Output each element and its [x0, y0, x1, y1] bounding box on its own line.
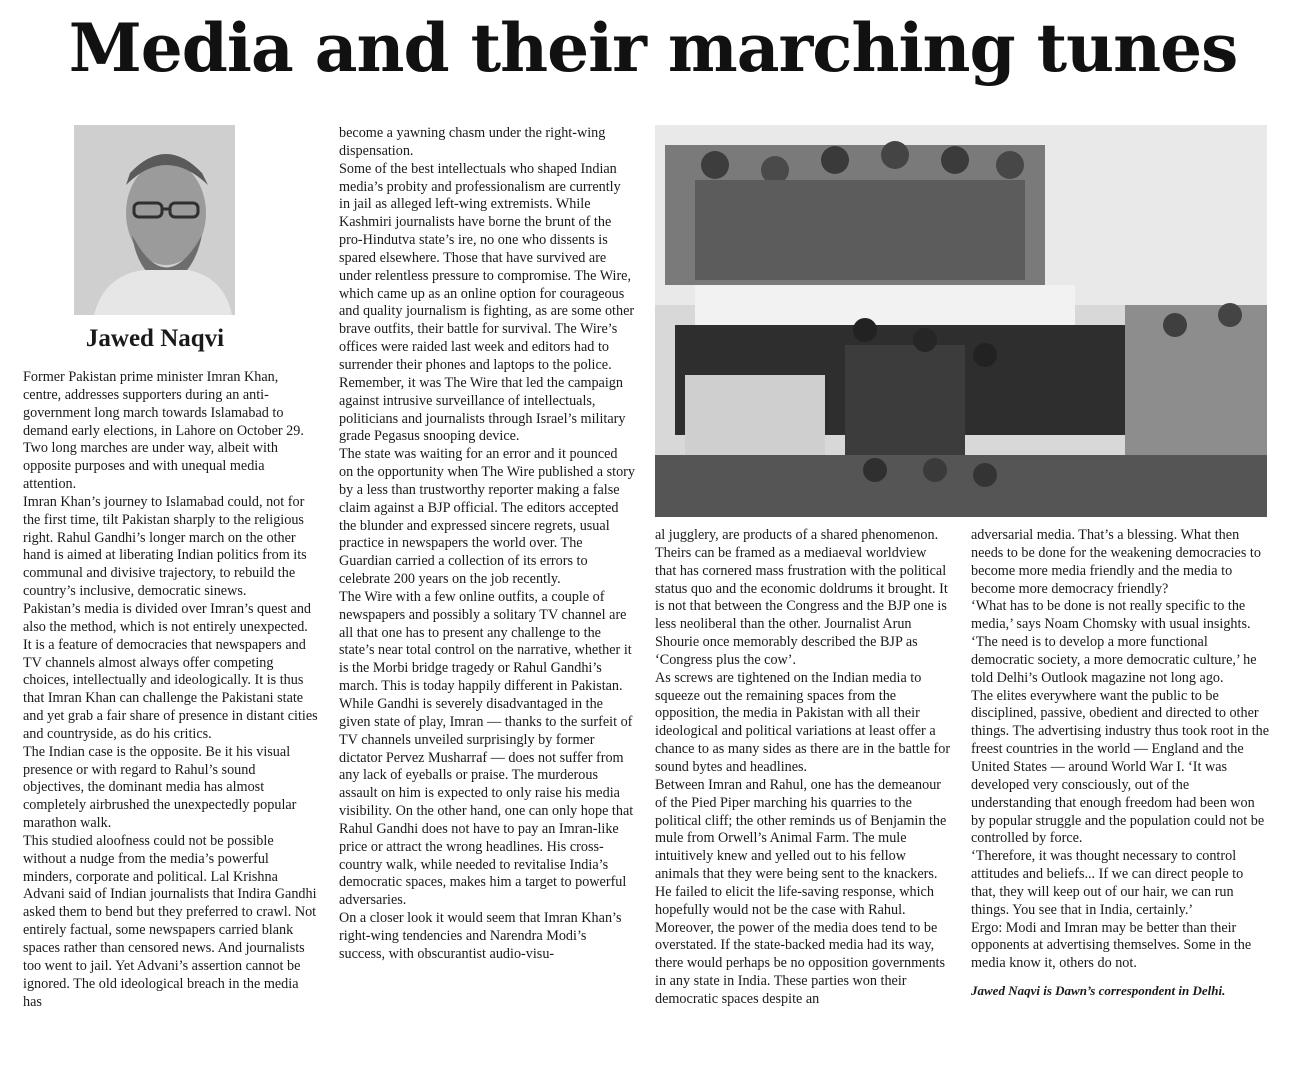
author-photo [74, 125, 235, 315]
paragraph: The elites everywhere want the public to be disciplined, passive, obedient and directed to other things. The advertising industry thus took root in the freest countries in the world — England and the United States — around World War I. ‘It was developed very consciously, out of the understanding that enough freedom had been won by popular struggle and the population could not be controlled by force. [971, 687, 1270, 847]
paragraph: As screws are tightened on the Indian media to squeeze out the remaining spaces from the opposition, the media in Pakistan with all their ideological and political variations at least offer a chance to as many sides as there are in the battle for sound bytes and headlines. [655, 669, 951, 775]
paragraph: While Gandhi is severely disadvantaged in the given state of play, Imran — thanks to the surfeit of TV channels unveiled surprisingly by former dictator Pervez Musharraf — does not suffer from any lack of eyeballs or praise. The murderous assault on him is expected to only raise his media visibility. On the other hand, one can only hope that Rahul Gandhi does not have to pay an Imran-like price or attract the wrong headlines. His cross-country walk, while needed to revitalise India’s democratic spaces, makes him a target to powerful adversaries. [339, 696, 634, 909]
paragraph: Some of the best intellectuals who shaped Indian media’s probity and professionalism are currently in jail as alleged left-wing extremists. While Kashmiri journalists have borne the brunt of the pro-Hindutva state’s ire, no one who dissents is spared elsewhere. Those that have survived are under relentless pressure to compromise. The Wire, which came up as an online option for courageous and quality journalism is fighting, as are some other brave outfits, their battle for survival. The Wire’s offices were raided last week and editors had to surrender their phones and laptops to the police. Remember, it was The Wire that led the campaign against intrusive surveillance of intellectuals, politicians and journalists through Israel’s military grade Pegasus snooping device. [339, 160, 635, 445]
paragraph: Imran Khan’s journey to Islamabad could, not for the first time, tilt Pakistan sharply to the religious right. Rahul Gandhi’s longer march on the other hand is aimed at liberating Indian politics from its communal and divisive trajectory, to rebuild the country’s inclusive, democratic sinews. [23, 493, 307, 600]
paragraph: ‘Therefore, it was thought necessary to control attitudes and beliefs... If we can direct people to that, they will keep out of our hair, we can run things. You see that in India, certainly.’ [971, 848, 1244, 918]
headline: Media and their marching tunes [68, 9, 1238, 87]
paragraph: The Wire with a few online outfits, a couple of newspapers and possibly a solitary TV channel are all that one has to present any challenge to the state’s near total control on the narrative, whether it is the Morbi bridge tragedy or Rahul Gandhi’s march. This is today happily different in Pakistan. [339, 588, 632, 695]
paragraph: On a closer look it would seem that Imran Khan’s right-wing tendencies and Narendra Modi’s success, with obscurantist audio-visu- [339, 910, 622, 962]
paragraph: become a yawning chasm under the right-wing dispensation. [339, 125, 606, 159]
paragraph: adversarial media. That’s a blessing. What then needs to be done for the weakening democracies to become more media friendly and the media to become more democracy friendly? [971, 527, 1261, 597]
column-2 [339, 125, 635, 964]
news-photo [655, 125, 1267, 517]
author-byline: Jawed Naqvi is Dawn’s correspondent in Delhi. [971, 983, 1226, 999]
column-4 [971, 527, 1271, 1000]
rally-crowd-photo-icon [655, 125, 1267, 517]
column-3 [655, 527, 951, 1009]
paragraph: al jugglery, are products of a shared phenomenon. Theirs can be framed as a mediaeval worldview that has cornered mass frustration with the political status quo and the economic doldrums it brought. It is not that between the Congress and the BJP one is less neoliberal than the other. Journalist Arun Shourie once memorably described the BJP as ‘Congress plus the cow’. [655, 527, 948, 668]
paragraph: Between Imran and Rahul, one has the demeanour of the Pied Piper marching his quarries to the political cliff; the other reminds us of Benjamin the mule from Orwell’s Animal Farm. The mule intuitively knew and yelled out to his fellow animals that they were being sent to the knackers. He failed to elicit the life-saving response, which hopefully would not be the case with Rahul. Moreover, the power of the media does tend to be overstated. If the state-backed media had its way, there would perhaps be no opposition governments in any state in India. These parties won their democratic spaces despite an [655, 776, 947, 1007]
paragraph: Ergo: Modi and Imran may be better than their opponents at advertising themselves. Some in the media know it, others do not. [971, 919, 1252, 972]
paragraph: The Indian case is the opposite. Be it his visual presence or with regard to Rahul’s sound objectives, the dominant media has almost completely airbrushed the unexpectedly popular marathon walk. [23, 743, 297, 832]
author-name: Jawed Naqvi [85, 325, 225, 352]
paragraph: The state was waiting for an error and it pounced on the opportunity when The Wire published a story by a less than trustworthy reporter making a false claim against a BJP official. The editors accepted the blunder and expressed sincere regrets, usual practice in newspapers the world over. The Guardian carried a collection of its errors to celebrate 200 years on the job recently. [339, 446, 636, 588]
paragraph: Two long marches are under way, albeit with opposite purposes and with unequal media attention. [23, 440, 278, 493]
photo-caption: Former Pakistan prime minister Imran Khan, centre, addresses supporters during an anti-government long march towards Islamabad to demand early elections, in Lahore on October 29. [23, 369, 304, 439]
column-1 [23, 369, 319, 1011]
paragraph: ‘What has to be done is not really specific to the media,’ says Noam Chomsky with usual insights. ‘The need is to develop a more functional democratic society, a more democratic culture,’ he told Delhi’s Outlook magazine not long ago. [971, 598, 1257, 686]
author-portrait-icon [74, 125, 235, 315]
paragraph: This studied aloofness could not be possible without a nudge from the media’s powerful minders, corporate and political. Lal Krishna Advani said of Indian journalists that Indira Gandhi asked them to bend but they preferred to crawl. Not entirely factual, some newspapers carried blank spaces rather than censored news. And journalists too went to jail. Yet Advani’s assertion cannot be ignored. The old ideological breach in the media has [23, 832, 317, 1010]
paragraph: Pakistan’s media is divided over Imran’s quest and also the method, which is not entirely unexpected. It is a feature of democracies that newspapers and TV channels almost always offer competing choices, intellectually and ideologically. It is thus that Imran Khan can challenge the Pakistani state and yet grab a fair share of presence in distant cities and countryside, as do his critics. [23, 600, 318, 742]
